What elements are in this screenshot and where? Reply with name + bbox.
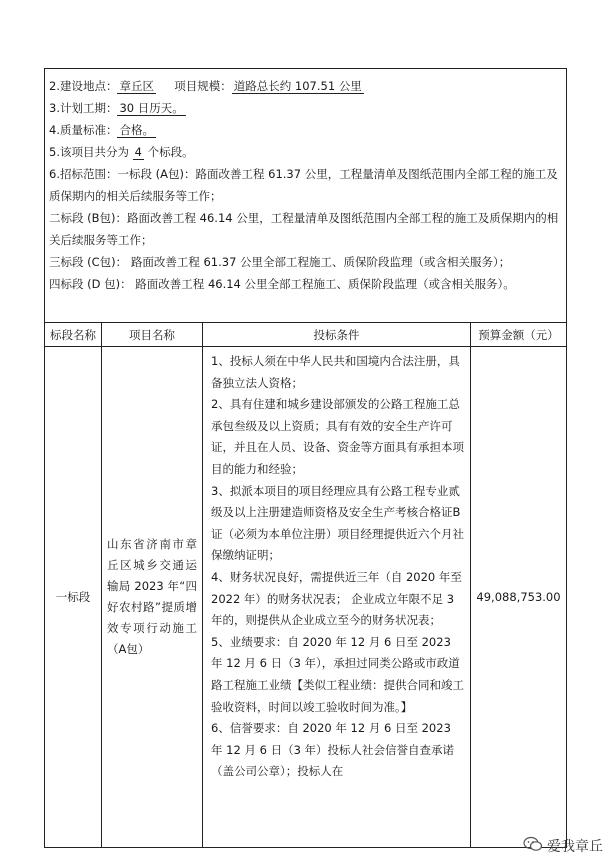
footer-watermark — [523, 836, 603, 856]
document-page — [44, 68, 567, 848]
quality-value: 合格。 — [119, 123, 154, 137]
cell-budget: 49,088,753.00 — [476, 590, 561, 604]
wechat-icon — [523, 836, 543, 856]
header-budget: 预算金额（元） — [471, 323, 566, 347]
footer-brand: 爱我章丘 — [547, 839, 603, 855]
header-section: 标段名称 — [45, 323, 101, 347]
intro-line-scope-c: 三标段 (C包)： 路面改善工程 61.37 公里全部工程施工、质保阶段监理（或含相关服务）； — [49, 255, 511, 269]
cell-section: 一标段 — [55, 590, 91, 604]
condition-item: 5、业绩要求：自 2020 年 12 月 6 日至 2023 年 12 月 6 日（3 年），承担过同类公路或市政道路工程施工业绩【类似工程业绩：提供合同和竣工验收资料，时间以竣工验收时间为准。】 — [211, 634, 464, 714]
intro-line-sections: 5.该项目共分为 4 个标段。 — [49, 145, 194, 159]
condition-item: 6、信誉要求：自 2020 年 12 月 6 日至 2023 年 12 月 6 日（3 年）投标人社会信誉自查承诺（盖公司公章）；投标人在 — [211, 721, 455, 779]
intro-line-location: 2.建设地点： 章丘区 项目规模： 道路总长约 107.51 公里 — [49, 79, 362, 93]
condition-item: 2、具有住建和城乡建设部颁发的公路工程施工总承包叁级及以上资质；具有有效的安全生产许可证，并且在人员、设备、资金等方面具有承担本项目的能力和经验； — [211, 397, 464, 476]
header-conditions: 投标条件 — [203, 323, 470, 347]
section-count: 4 — [134, 145, 142, 159]
condition-item: 4、财务状况良好，需提供近三年（自 2020 年至 2022 年）的财务状况表； 企业成立年限不足 3 年的，则提供从企业成立至今的财务状况表； — [211, 569, 462, 628]
cell-conditions — [203, 347, 470, 847]
project-intro — [45, 69, 566, 323]
bid-table — [45, 323, 566, 847]
intro-line-scope-a: 6.招标范围：一标段 (A包)：路面改善工程 61.37 公里，工程量清单及图纸范围内全部工程的施工及质保期内的相关后续服务等工作； — [49, 167, 558, 203]
intro-line-scope-b: 二标段 (B包)：路面改善工程 46.14 公里，工程量清单及图纸范围内全部工程的施工及质保期内的相关后续服务等工作； — [49, 211, 559, 247]
intro-line-quality: 4.质量标准： 合格。 — [49, 123, 154, 137]
condition-item: 1、投标人须在中华人民共和国境内合法注册，具备独立法人资格； — [211, 354, 460, 390]
intro-line-scope-d: 四标段 (D 包)： 路面改善工程 46.14 公里全部工程施工、质保阶段监理（或含相关服务）。 — [49, 277, 515, 291]
header-project: 项目名称 — [102, 323, 202, 347]
location-value: 章丘区 — [119, 79, 154, 93]
intro-line-duration: 3.计划工期： 30 日历天。 — [49, 101, 184, 115]
scale-value: 道路总长约 107.51 公里 — [233, 79, 362, 93]
duration-value: 30 日历天。 — [119, 101, 184, 115]
cell-project: 山东省济南市章丘区城乡交通运输局 2023 年“四好农村路”提质增效专项行动施工（A包） — [107, 537, 197, 656]
condition-item: 3、拟派本项目的项目经理应具有公路工程专业贰级及以上注册建造师资格及安全生产考核合格证B证（必须为本单位注册）项目经理提供近六个月社保缴纳证明； — [211, 483, 464, 563]
